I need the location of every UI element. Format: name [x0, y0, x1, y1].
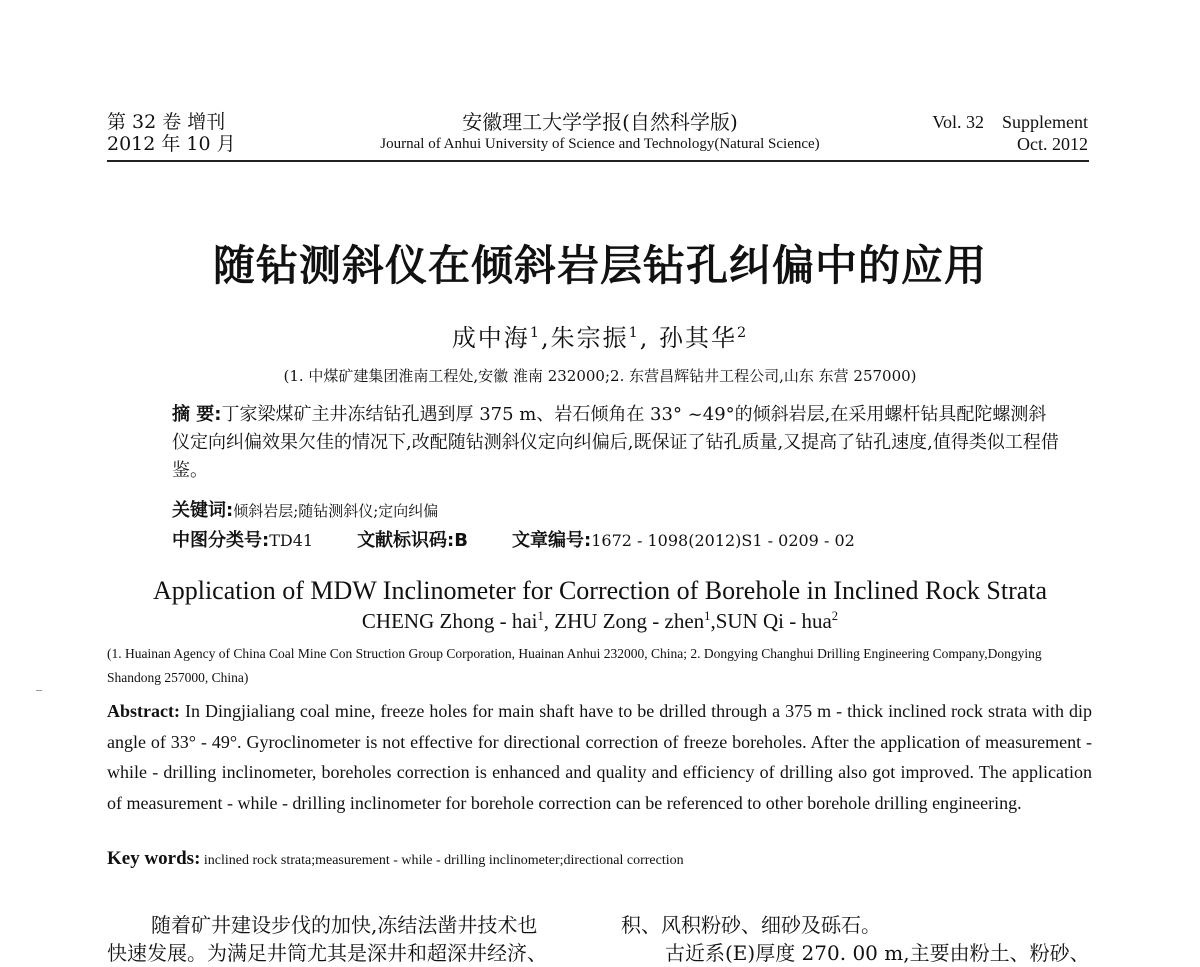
- header-issue-info: [107, 111, 236, 155]
- body-column-left: [107, 911, 587, 967]
- author-name: 朱宗振: [550, 324, 629, 352]
- body-text-line: 快速发展。为满足井筒尤其是深井和超深井经济、: [107, 941, 547, 965]
- affiliation-en: (1. Huainan Agency of China Coal Mine Con Struction Group Corporation, Huainan Anhui 232000, China; 2. Dongying Changhui Drilling Engineering Company,Dongying Shandong 257000, China): [107, 646, 1042, 685]
- header-supplement: Supplement: [1002, 112, 1088, 132]
- body-text-line: 随着矿井建设步伐的加快,冻结法凿井技术也: [151, 913, 538, 937]
- body-text-line: 积、风积粉砂、细砂及砾石。: [621, 913, 881, 937]
- author-affil-mark: 2: [831, 609, 839, 623]
- header-date-cn: 2012 年 10 月: [107, 133, 236, 155]
- body-column-right: [621, 911, 1101, 967]
- affiliation-cn: (1. 中煤矿建集团淮南工程处,安徽 淮南 232000;2. 东营昌辉钻井工程公司,山东 东营 257000): [283, 367, 917, 385]
- keywords-en-label: Key words:: [107, 848, 201, 869]
- abstract-cn: [172, 401, 1062, 485]
- paper-title-en: Application of MDW Inclinometer for Correction of Borehole in Inclined Rock Strata: [152, 576, 1048, 605]
- abstract-cn-text: 丁家梁煤矿主井冻结钻孔遇到厚 375 m、岩石倾角在 33° ~49°的倾斜岩层,在采用螺杆钻具配陀螺测斜仪定向纠偏效果欠佳的情况下,改配随钻测斜仪定向纠偏后,既保证了钻孔质量,又提高了钻孔速度,值得类似工程借鉴。: [172, 404, 1059, 481]
- paper-title-cn: 随钻测斜仪在倾斜岩层钻孔纠偏中的应用: [212, 241, 987, 290]
- clc-label: 中图分类号:: [172, 530, 270, 551]
- header-issue-info-en: [932, 111, 1088, 155]
- journal-name-en: Journal of Anhui University of Science and Technology(Natural Science): [380, 136, 820, 152]
- classification-row: [172, 526, 855, 552]
- keywords-cn-text: 倾斜岩层;随钻测斜仪;定向纠偏: [233, 502, 439, 520]
- author-affil-mark: 1: [537, 609, 544, 623]
- article-no-label: 文章编号:: [512, 530, 592, 551]
- authors-en: CHENG Zhong - hai$^1$, ZHU Zong - zhen$^1$,SUN Qi - hua$^2$: [361, 609, 839, 633]
- keywords-cn-label: 关键词:: [172, 500, 234, 521]
- author-name: 孙其华: [659, 324, 738, 352]
- abstract-en: [107, 696, 1092, 818]
- author-affil-mark: 1: [704, 609, 711, 623]
- body-text-line: 古近系(E)厚度 270. 00 m,主要由粉土、粉砂、: [665, 941, 1090, 965]
- header-date-en: Oct. 2012: [1017, 134, 1088, 154]
- author-affil-mark: 1: [529, 325, 541, 341]
- journal-name-cn: 安徽理工大学学报(自然科学版): [462, 110, 738, 134]
- header-volume-issue: 第 32 卷 增刊: [107, 111, 226, 133]
- author-affil-mark: 1: [628, 325, 640, 341]
- abstract-cn-label: 摘 要:: [172, 404, 222, 425]
- keywords-en-text: inclined rock strata;measurement - while - drilling inclinometer;directional correction: [200, 853, 684, 868]
- abstract-en-label: Abstract:: [107, 701, 180, 721]
- header-journal: [330, 111, 870, 155]
- authors-cn: 成中海$^1$,朱宗振$^1$, 孙其华$^2$: [451, 324, 749, 352]
- author-affil-mark: 2: [737, 325, 749, 341]
- header-rule: [107, 160, 1089, 162]
- keywords-cn: [172, 496, 438, 522]
- doc-code-label: 文献标识码:: [357, 530, 455, 551]
- header-volume-en: Vol. 32: [932, 112, 984, 132]
- author-name-en: CHENG Zhong - hai: [361, 609, 538, 633]
- article-no-value: 1672 - 1098(2012)S1 - 0209 - 02: [591, 531, 855, 550]
- doc-code-value: B: [454, 530, 468, 551]
- author-name-en: SUN Qi - hua: [715, 609, 832, 633]
- clc-value: TD41: [269, 531, 314, 550]
- abstract-en-text: In Dingjialiang coal mine, freeze holes for main shaft have to be drilled through a 375 m - thick inclined rock strata with dip angle of 33° - 49°. Gyroclinometer is not effective for directional correction of freeze boreholes. After the application of measurement - while - drilling inclinometer, boreholes correction is enhanced and quality and efficiency of drilling also got improved. The application of measurement - while - drilling inclinometer for borehole correction can be referenced to other borehole drilling engineering.: [107, 701, 1092, 813]
- author-name: 成中海: [451, 324, 530, 352]
- keywords-en: [107, 848, 684, 870]
- scan-artifact: [36, 690, 42, 691]
- author-name-en: ZHU Zong - zhen: [554, 609, 705, 633]
